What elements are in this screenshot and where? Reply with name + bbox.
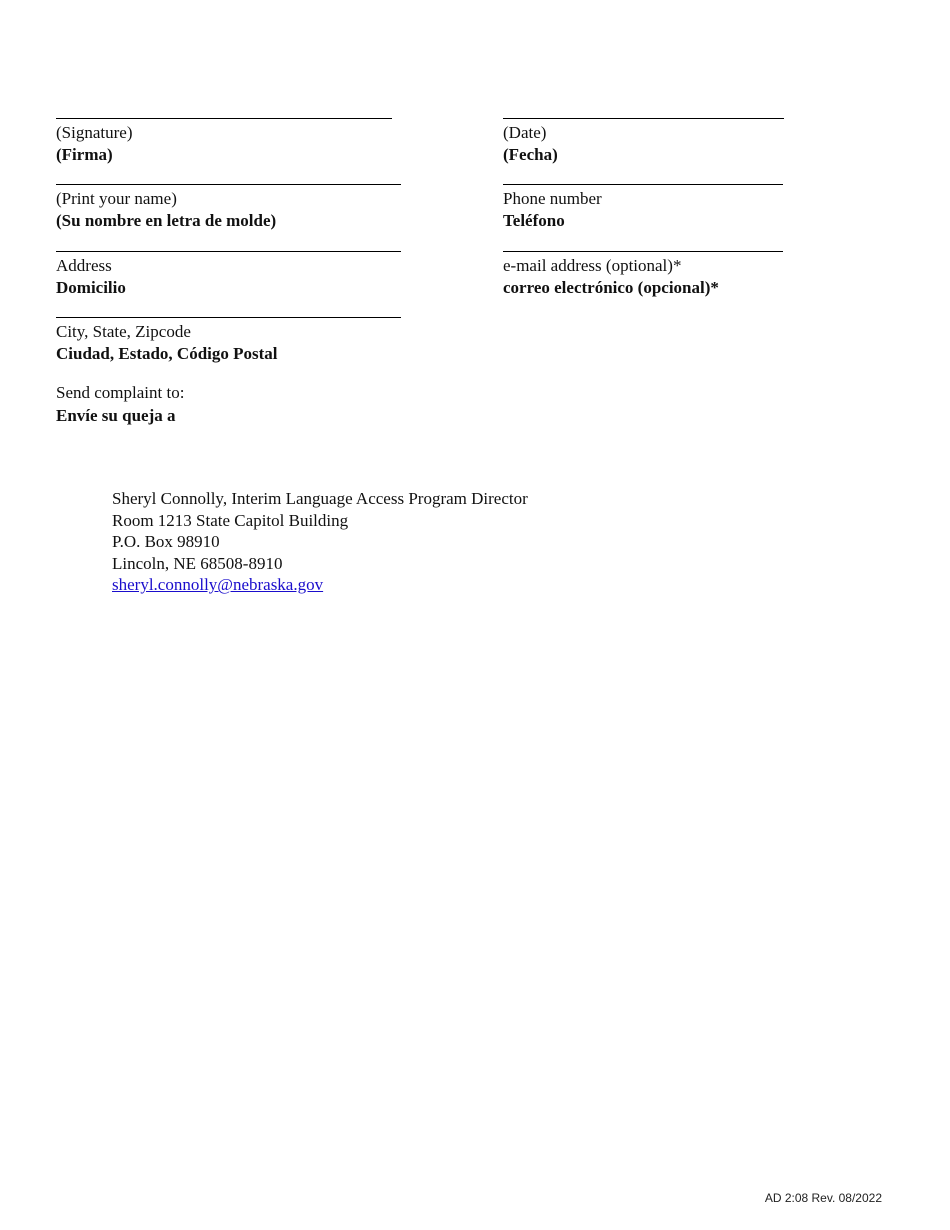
print-name-line[interactable] <box>56 184 401 185</box>
phone-line[interactable] <box>503 184 783 185</box>
contact-room: Room 1213 State Capitol Building <box>112 510 349 530</box>
date-line[interactable] <box>503 118 784 119</box>
signature-label-es: (Firma) <box>56 145 113 164</box>
signature-field[interactable] <box>56 118 392 166</box>
address-label-es: Domicilio <box>56 278 126 297</box>
date-label-es: (Fecha) <box>503 145 558 164</box>
form-revision-code: AD 2:08 Rev. 08/2022 <box>764 1191 882 1205</box>
address-label-en: Address <box>56 256 112 275</box>
city-line[interactable] <box>56 317 401 318</box>
email-line[interactable] <box>503 251 783 252</box>
send-complaint-en: Send complaint to: <box>56 383 185 402</box>
print-name-field[interactable] <box>56 184 401 232</box>
city-field[interactable] <box>56 317 401 365</box>
email-label-en: e-mail address (optional)* <box>503 256 682 275</box>
contact-email-link[interactable]: sheryl.connolly@nebraska.gov <box>112 575 324 595</box>
address-line[interactable] <box>56 251 401 252</box>
city-label-en: City, State, Zipcode <box>56 322 191 341</box>
city-label-es: Ciudad, Estado, Código Postal <box>56 344 278 363</box>
signature-line[interactable] <box>56 118 392 119</box>
print-name-label-en: (Print your name) <box>56 189 177 208</box>
email-label-es: correo electrónico (opcional)* <box>503 278 719 297</box>
signature-label-en: (Signature) <box>56 123 133 142</box>
phone-field[interactable] <box>503 184 783 232</box>
contact-address-block <box>112 488 528 596</box>
date-label-en: (Date) <box>503 123 547 142</box>
phone-label-en: Phone number <box>503 189 602 208</box>
send-complaint-es: Envíe su queja a <box>56 406 176 425</box>
date-field[interactable] <box>503 118 784 166</box>
contact-city-line: Lincoln, NE 68508-8910 <box>112 553 283 573</box>
print-name-label-es: (Su nombre en letra de molde) <box>56 211 277 230</box>
contact-name-title: Sheryl Connolly, Interim Language Access Program Director <box>112 489 528 508</box>
send-complaint-heading <box>56 382 184 428</box>
email-field[interactable] <box>503 251 783 299</box>
phone-label-es: Teléfono <box>503 211 565 230</box>
contact-po-box: P.O. Box 98910 <box>112 532 220 552</box>
address-field[interactable] <box>56 251 401 299</box>
